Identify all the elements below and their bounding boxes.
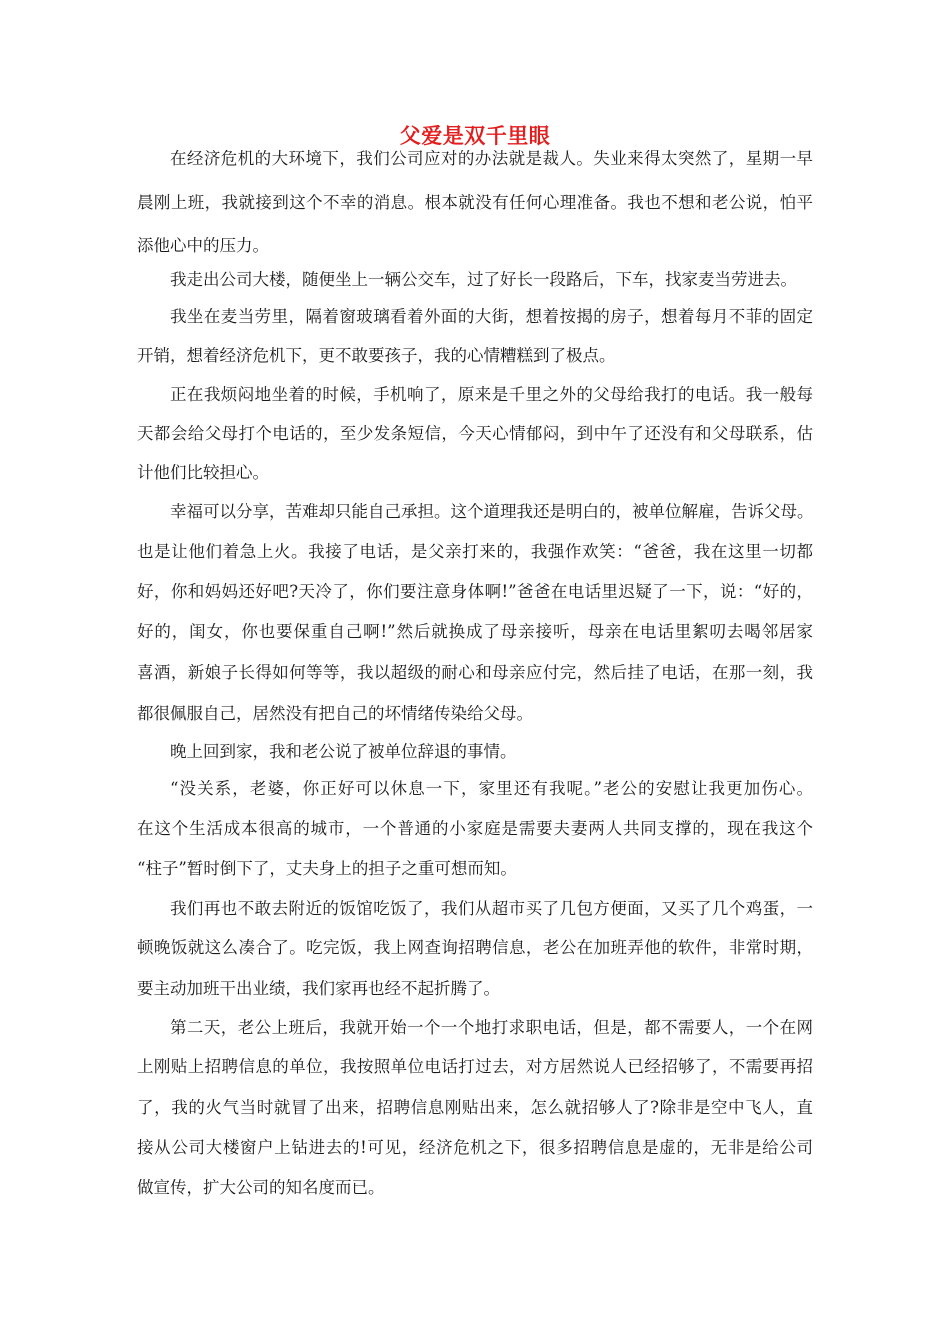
text-line: 接从公司大楼窗户上钻进去的!可见，经济危机之下，很多招聘信息是虚的，无非是给公司 bbox=[137, 1138, 813, 1157]
document-title: 父爱是双千里眼 bbox=[399, 124, 551, 148]
text-line: 顿晚饭就这么凑合了。吃完饭，我上网查询招聘信息，老公在加班弄他的软件，非常时期， bbox=[137, 938, 813, 957]
text-line: 了，我的火气当时就冒了出来，招聘信息刚贴出来，怎么就招够人了?除非是空中飞人，直 bbox=[137, 1098, 813, 1117]
text-line: 晨刚上班，我就接到这个不幸的消息。根本就没有任何心理准备。我也不想和老公说，怕平 bbox=[137, 193, 813, 212]
text-line: 要主动加班干出业绩，我们家再也经不起折腾了。 bbox=[137, 979, 500, 998]
text-line: 正在我烦闷地坐着的时候，手机响了，原来是千里之外的父母给我打的电话。我一般每 bbox=[170, 385, 813, 404]
text-line: “柱子”暂时倒下了，丈夫身上的担子之重可想而知。 bbox=[137, 859, 517, 878]
text-line: 计他们比较担心。 bbox=[137, 463, 269, 482]
text-line: 第二天，老公上班后，我就开始一个一个地打求职电话，但是，都不需要人，一个在网 bbox=[170, 1018, 813, 1037]
text-line: 也是让他们着急上火。我接了电话，是父亲打来的，我强作欢笑：“爸爸，我在这里一切都 bbox=[137, 542, 813, 561]
text-line: 开销，想着经济危机下，更不敢要孩子，我的心情糟糕到了极点。 bbox=[137, 346, 616, 365]
text-line: 喜酒，新娘子长得如何等等，我以超级的耐心和母亲应付完，然后挂了电话，在那一刻，我 bbox=[137, 663, 813, 682]
text-line: 我坐在麦当劳里，隔着窗玻璃看着外面的大街，想着按揭的房子，想着每月不菲的固定 bbox=[170, 307, 813, 326]
text-line: 幸福可以分享，苦难却只能自己承担。这个道理我还是明白的，被单位解雇，告诉父母。 bbox=[170, 502, 814, 521]
text-line: 好，你和妈妈还好吧?天冷了，你们要注意身体啊!”爸爸在电话里迟疑了一下，说：“好的， bbox=[137, 582, 813, 601]
text-line: 我们再也不敢去附近的饭馆吃饭了，我们从超市买了几包方便面，又买了几个鸡蛋，一 bbox=[170, 899, 813, 918]
text-line: 在经济危机的大环境下，我们公司应对的办法就是裁人。失业来得太突然了，星期一早 bbox=[170, 149, 813, 168]
text-line: 做宣传，扩大公司的知名度而已。 bbox=[137, 1178, 385, 1197]
text-line: 我走出公司大楼，随便坐上一辆公交车，过了好长一段路后，下车，找家麦当劳进去。 bbox=[170, 270, 797, 289]
text-line: 天都会给父母打个电话的，至少发条短信，今天心情郁闷，到中午了还没有和父母联系，估 bbox=[137, 424, 813, 443]
text-line: 晚上回到家，我和老公说了被单位辞退的事情。 bbox=[170, 742, 517, 761]
text-line: 都很佩服自己，居然没有把自己的坏情绪传染给父母。 bbox=[137, 704, 533, 723]
text-line: 上刚贴上招聘信息的单位，我按照单位电话打过去，对方居然说人已经招够了，不需要再招 bbox=[137, 1057, 813, 1076]
text-line: “没关系，老婆，你正好可以休息一下，家里还有我呢。”老公的安慰让我更加伤心。 bbox=[170, 779, 813, 798]
text-line: 添他心中的压力。 bbox=[137, 236, 269, 255]
text-line: 在这个生活成本很高的城市，一个普通的小家庭是需要夫妻两人共同支撑的，现在我这个 bbox=[137, 819, 813, 838]
text-line: 好的，闺女，你也要保重自己啊!”然后就换成了母亲接听，母亲在电话里絮叨去喝邻居家 bbox=[137, 622, 813, 641]
